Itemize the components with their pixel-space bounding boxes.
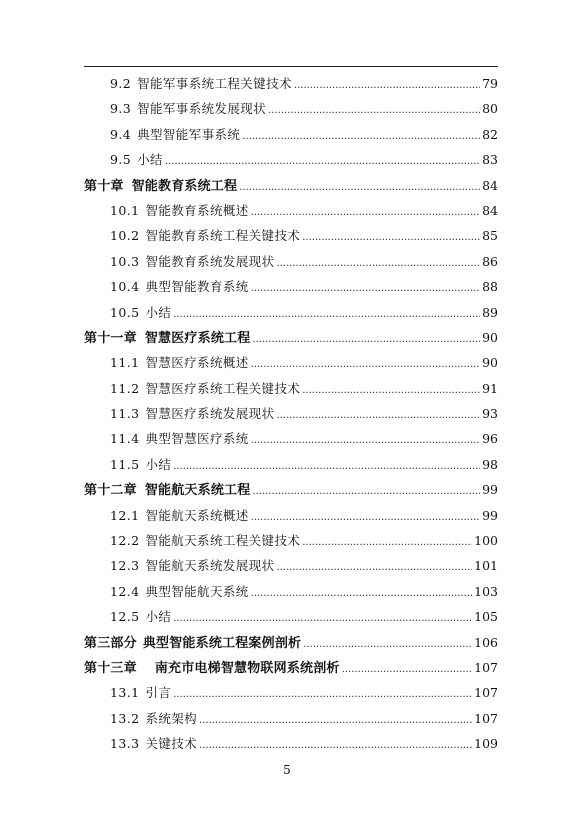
entry-title: 智能军事系统发展现状 bbox=[137, 101, 267, 117]
entry-number: 9.2 bbox=[110, 76, 132, 91]
entry-page-number: 107 bbox=[474, 659, 498, 675]
entry-number: 12.2 bbox=[110, 533, 140, 549]
dot-leader bbox=[276, 553, 472, 580]
entry-title: 小结 bbox=[145, 304, 172, 320]
entry-page-number: 85 bbox=[482, 228, 498, 244]
dot-leader bbox=[268, 96, 480, 123]
entry-title: 典型智能航天系统 bbox=[145, 583, 249, 599]
entry-number: 11.1 bbox=[110, 355, 140, 371]
entry-page-number: 93 bbox=[482, 406, 498, 422]
entry-number: 第十一章 bbox=[84, 330, 137, 346]
entry-number: 12.3 bbox=[110, 558, 140, 574]
dot-leader bbox=[251, 198, 480, 225]
toc-entry-chapter[interactable] bbox=[84, 173, 498, 198]
entry-title: 智能教育系统概述 bbox=[145, 202, 249, 218]
toc-entry-section[interactable] bbox=[84, 706, 498, 731]
entry-title: 智能教育系统工程关键技术 bbox=[145, 228, 301, 244]
dot-leader bbox=[251, 503, 480, 530]
entry-page-number: 84 bbox=[482, 177, 498, 193]
toc-entry-section[interactable] bbox=[84, 604, 498, 629]
entry-number: 12.4 bbox=[110, 583, 140, 599]
dot-leader bbox=[242, 122, 480, 149]
entry-page-number: 90 bbox=[482, 329, 498, 345]
toc-entry-chapter[interactable] bbox=[84, 325, 498, 350]
entry-title: 关键技术 bbox=[145, 736, 198, 752]
entry-title: 小结 bbox=[137, 152, 163, 168]
entry-page-number: 99 bbox=[482, 507, 498, 523]
entry-number: 第三部分 bbox=[84, 635, 137, 651]
entry-page-number: 84 bbox=[482, 202, 498, 218]
entry-number: 12.5 bbox=[110, 609, 140, 625]
entry-page-number: 82 bbox=[482, 126, 498, 142]
toc-entry-section[interactable] bbox=[84, 274, 498, 299]
entry-page-number: 105 bbox=[474, 609, 498, 625]
toc-entry-section[interactable] bbox=[84, 579, 498, 604]
dot-leader bbox=[302, 528, 472, 555]
dot-leader bbox=[173, 300, 480, 327]
dot-leader bbox=[199, 706, 472, 733]
toc-entry-section[interactable] bbox=[84, 198, 498, 223]
entry-page-number: 107 bbox=[474, 710, 498, 726]
entry-number: 10.4 bbox=[110, 279, 140, 295]
entry-page-number: 106 bbox=[474, 634, 498, 650]
dot-leader bbox=[251, 579, 473, 606]
toc-entry-section[interactable] bbox=[84, 147, 498, 172]
entry-number: 10.3 bbox=[110, 253, 140, 269]
dot-leader bbox=[239, 174, 480, 200]
dot-leader bbox=[173, 452, 480, 479]
entry-title: 小结 bbox=[145, 609, 172, 625]
entry-page-number: 98 bbox=[482, 456, 498, 472]
dot-leader bbox=[294, 71, 480, 98]
entry-title: 智能航天系统发展现状 bbox=[145, 558, 275, 574]
dot-leader bbox=[199, 731, 472, 758]
entry-number: 10.2 bbox=[110, 228, 140, 244]
dot-leader bbox=[251, 350, 480, 377]
entry-title: 引言 bbox=[145, 685, 172, 701]
entry-title: 智慧医疗系统发展现状 bbox=[145, 406, 275, 422]
toc-entry-section[interactable] bbox=[84, 71, 498, 96]
entry-page-number: 91 bbox=[482, 380, 498, 396]
dot-leader bbox=[251, 426, 480, 453]
entry-number: 11.4 bbox=[110, 431, 140, 447]
entry-title: 典型智慧医疗系统 bbox=[145, 431, 249, 447]
dot-leader bbox=[302, 223, 480, 250]
entry-title: 智能教育系统工程 bbox=[131, 178, 238, 194]
entry-title: 智能航天系统工程关键技术 bbox=[145, 533, 301, 549]
dot-leader bbox=[165, 147, 480, 174]
entry-page-number: 79 bbox=[482, 76, 498, 91]
entry-title: 典型智能系统工程案例剖析 bbox=[142, 635, 302, 651]
entry-page-number: 99 bbox=[482, 482, 498, 498]
toc-entry-section[interactable] bbox=[84, 553, 498, 578]
toc-entry-section[interactable] bbox=[84, 426, 498, 451]
toc-entry-section[interactable] bbox=[84, 503, 498, 528]
toc-entry-section[interactable] bbox=[84, 731, 498, 756]
entry-page-number: 100 bbox=[474, 533, 498, 549]
entry-number: 10.5 bbox=[110, 304, 140, 320]
toc-entry-section[interactable] bbox=[84, 223, 498, 248]
entry-title: 智慧医疗系统工程关键技术 bbox=[145, 380, 301, 396]
dot-leader bbox=[252, 326, 480, 352]
dot-leader bbox=[173, 604, 472, 631]
toc-entry-section[interactable] bbox=[84, 401, 498, 426]
page-number: 5 bbox=[283, 763, 291, 777]
toc-entry-section[interactable] bbox=[84, 350, 498, 375]
entry-number: 第十章 bbox=[84, 178, 124, 194]
dot-leader bbox=[276, 401, 480, 428]
entry-number: 11.5 bbox=[110, 456, 140, 472]
entry-number: 11.3 bbox=[110, 406, 140, 422]
entry-title: 典型智能教育系统 bbox=[145, 279, 249, 295]
dot-leader bbox=[251, 274, 480, 301]
entry-page-number: 86 bbox=[482, 253, 498, 269]
toc-entry-section[interactable] bbox=[84, 452, 498, 477]
entry-title: 智慧医疗系统工程 bbox=[144, 330, 251, 346]
toc-entry-part[interactable] bbox=[84, 630, 498, 655]
entry-number: 13.1 bbox=[110, 685, 140, 701]
entry-number: 13.2 bbox=[110, 710, 140, 726]
entry-title: 南充市电梯智慧物联网系统剖析 bbox=[154, 660, 340, 676]
dot-leader bbox=[276, 249, 480, 276]
entry-number: 第十二章 bbox=[84, 483, 137, 499]
toc-entry-chapter[interactable] bbox=[84, 477, 498, 502]
toc-entry-section[interactable] bbox=[84, 300, 498, 325]
toc-entry-section[interactable] bbox=[84, 96, 498, 121]
table-of-contents bbox=[84, 71, 498, 757]
entry-page-number: 107 bbox=[474, 685, 498, 701]
entry-number: 第十三章 bbox=[84, 660, 137, 676]
entry-page-number: 88 bbox=[482, 279, 498, 295]
entry-title: 系统架构 bbox=[145, 710, 198, 726]
dot-leader bbox=[303, 631, 472, 657]
dot-leader bbox=[302, 376, 480, 403]
entry-title: 小结 bbox=[145, 456, 172, 472]
entry-title: 智能航天系统概述 bbox=[145, 507, 249, 523]
entry-page-number: 90 bbox=[482, 355, 498, 371]
toc-entry-chapter[interactable] bbox=[84, 655, 498, 680]
entry-number: 9.5 bbox=[110, 152, 132, 168]
entry-number: 13.3 bbox=[110, 736, 140, 752]
toc-entry-section[interactable] bbox=[84, 249, 498, 274]
entry-page-number: 96 bbox=[482, 431, 498, 447]
entry-number: 10.1 bbox=[110, 202, 140, 218]
toc-entry-section[interactable] bbox=[84, 122, 498, 147]
entry-number: 9.3 bbox=[110, 101, 132, 117]
header-rule bbox=[84, 66, 498, 67]
toc-entry-section[interactable] bbox=[84, 376, 498, 401]
entry-page-number: 101 bbox=[474, 558, 498, 574]
toc-entry-section[interactable] bbox=[84, 680, 498, 705]
dot-leader bbox=[173, 680, 472, 707]
entry-number: 12.1 bbox=[110, 507, 140, 523]
entry-page-number: 109 bbox=[474, 736, 498, 752]
entry-title: 智慧医疗系统概述 bbox=[145, 355, 249, 371]
toc-entry-section[interactable] bbox=[84, 528, 498, 553]
entry-title: 智能航天系统工程 bbox=[144, 483, 251, 499]
entry-page-number: 89 bbox=[482, 304, 498, 320]
entry-number: 9.4 bbox=[110, 126, 132, 142]
dot-leader bbox=[252, 478, 480, 504]
dot-leader bbox=[342, 656, 473, 682]
entry-page-number: 83 bbox=[482, 152, 498, 168]
entry-page-number: 80 bbox=[482, 101, 498, 117]
entry-title: 智能教育系统发展现状 bbox=[145, 253, 275, 269]
entry-page-number: 103 bbox=[474, 583, 498, 599]
entry-title: 典型智能军事系统 bbox=[137, 126, 241, 142]
entry-title: 智能军事系统工程关键技术 bbox=[137, 76, 292, 91]
entry-number: 11.2 bbox=[110, 380, 140, 396]
